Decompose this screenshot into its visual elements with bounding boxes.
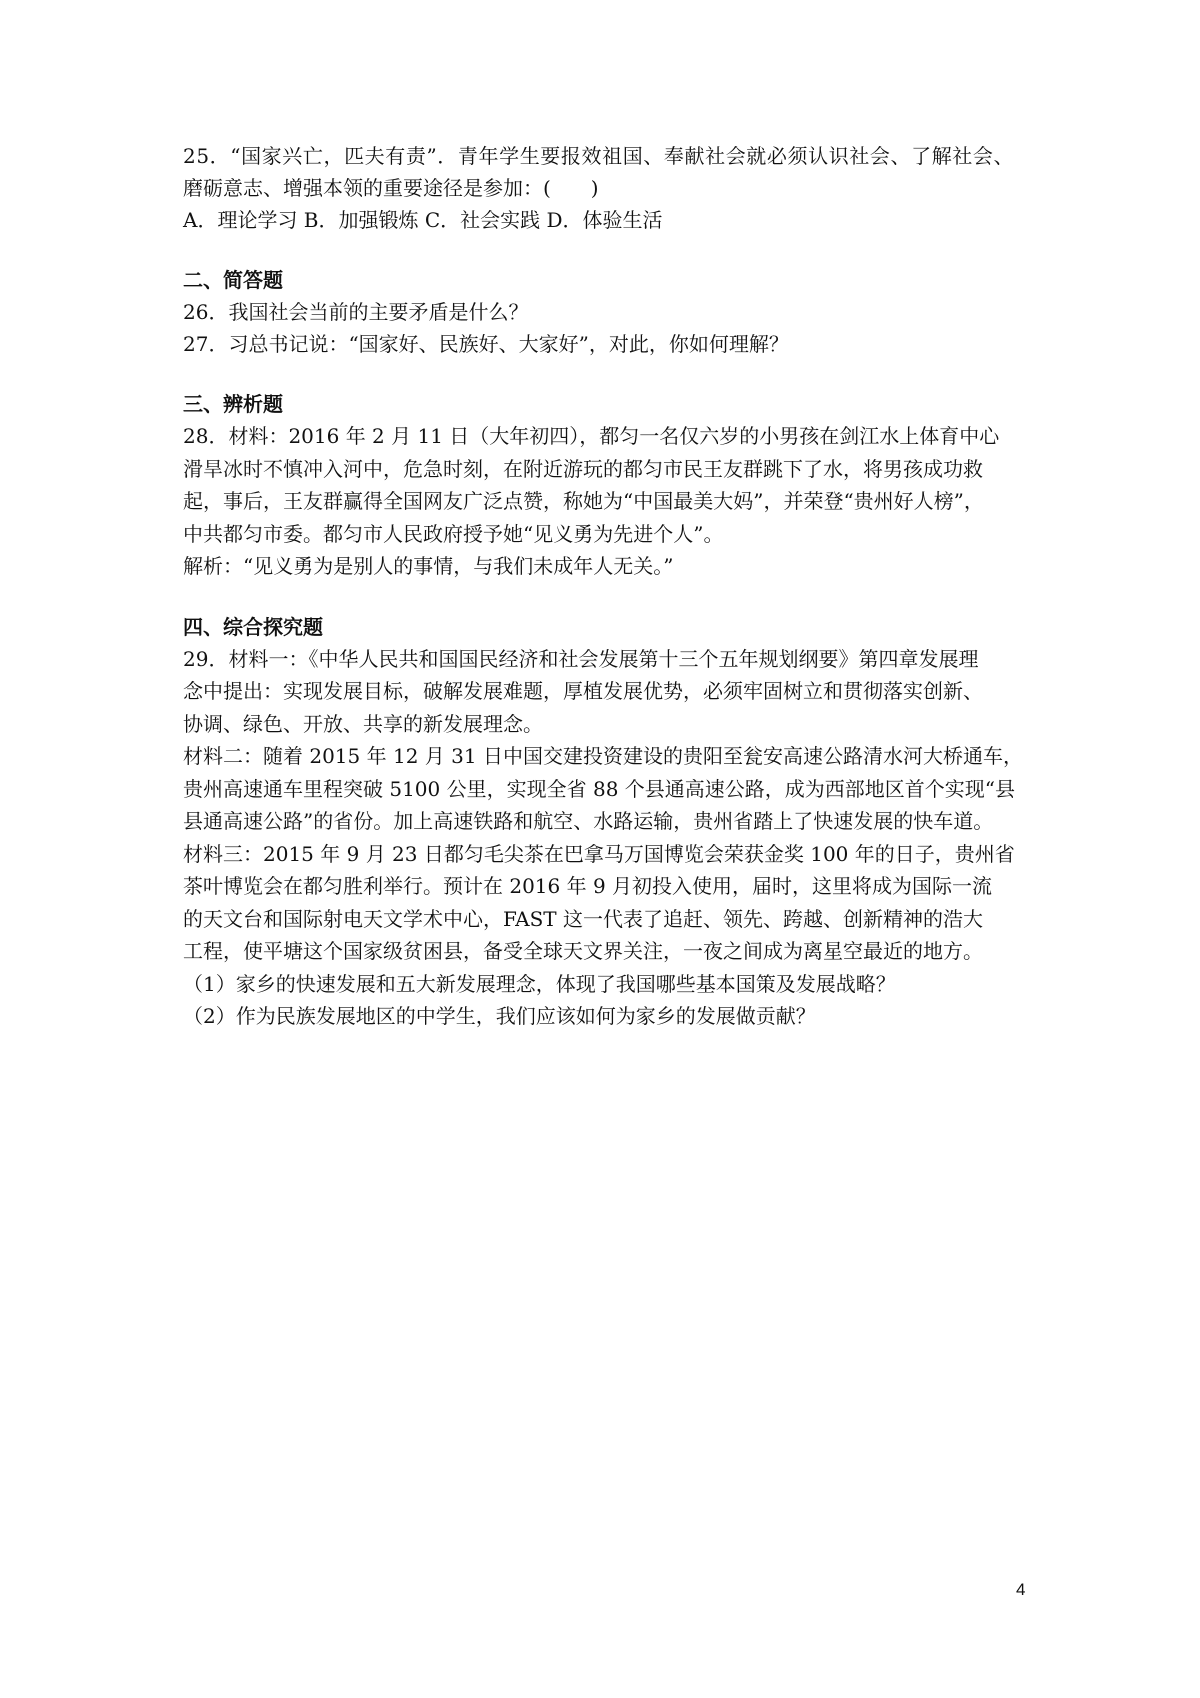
question-28-line: 起，事后，王友群赢得全国网友广泛点赞，称她为“中国最美大妈”，并荣登“贵州好人榜”， [183,489,984,513]
question-28-line: 滑旱冰时不慎冲入河中，危急时刻，在附近游玩的都匀市民王友群跳下了水，将男孩成功救 [183,456,983,481]
question-29 [183,643,1033,1033]
question-29-subquestion-2: （2）作为民族发展地区的中学生，我们应该如何为家乡的发展做贡献？ [183,1004,816,1028]
question-29-line: 的天文台和国际射电天文学术中心，FAST 这一代表了追赶、领先、跨越、创新精神的浩大 [183,906,983,931]
question-29-line: 材料二：随着 2015 年 12 月 31 日中国交建投资建设的贵阳至瓮安高速公路清水河大桥通车， [183,744,1023,768]
question-29-line: 茶叶博览会在都匀胜利举行。预计在 2016 年 9 月初投入使用，届时，这里将成为国际一流 [183,874,993,898]
section-3-title: 三、辨析题 [183,392,283,416]
question-28-analysis: 解析：“见义勇为是别人的事情，与我们未成年人无关。” [183,554,674,578]
question-29-line: 工程，使平塘这个国家级贫困县，备受全球天文界关注，一夜之间成为离星空最近的地方。 [183,939,983,963]
question-29-line: 协调、绿色、开放、共享的新发展理念。 [183,711,543,736]
question-25-line-1: 25．“国家兴亡，匹夫有责”．青年学生要报效祖国、奉献社会就必须认识社会、了解社会、 [183,144,1015,168]
question-27: 27．习总书记说：“国家好、民族好、大家好”，对此，你如何理解？ [183,332,789,356]
question-29-subquestion-1: （1）家乡的快速发展和五大新发展理念，体现了我国哪些基本国策及发展战略？ [183,971,896,996]
question-25 [183,140,1033,236]
question-25-line-2: 磨砺意志、增强本领的重要途径是参加：( ) [183,176,599,200]
page-number: 4 [1016,1580,1026,1599]
question-29-line: 材料三：2015 年 9 月 23 日都匀毛尖茶在巴拿马万国博览会荣获金奖 100 年的日子，贵州省 [183,841,1015,866]
section-2-title: 二、简答题 [183,268,283,292]
question-28 [183,420,1033,583]
question-25-options: A．理论学习 B．加强锻炼 C．社会实践 D．体验生活 [183,208,663,232]
section-4-title: 四、综合探究题 [183,614,323,639]
document-page [183,140,1033,1033]
question-29-line: 县通高速公路”的省份。加上高速铁路和航空、水路运输，贵州省踏上了快速发展的快车道。 [183,809,994,833]
question-26: 26．我国社会当前的主要矛盾是什么？ [183,300,529,324]
question-29-line: 贵州高速通车里程突破 5100 公里，实现全省 88 个县通高速公路，成为西部地区首个实现“县 [183,776,1016,801]
question-28-line: 中共都匀市委。都匀市人民政府授予她“见义勇为先进个人”。 [183,521,724,546]
question-28-line: 28．材料：2016 年 2 月 11 日（大年初四），都匀一名仅六岁的小男孩在剑江水上体育中心 [183,424,1000,448]
question-29-line: 念中提出：实现发展目标，破解发展难题，厚植发展优势，必须牢固树立和贯彻落实创新、 [183,679,983,703]
question-29-line: 29．材料一：《中华人民共和国国民经济和社会发展第十三个五年规划纲要》第四章发展理 [183,646,979,671]
